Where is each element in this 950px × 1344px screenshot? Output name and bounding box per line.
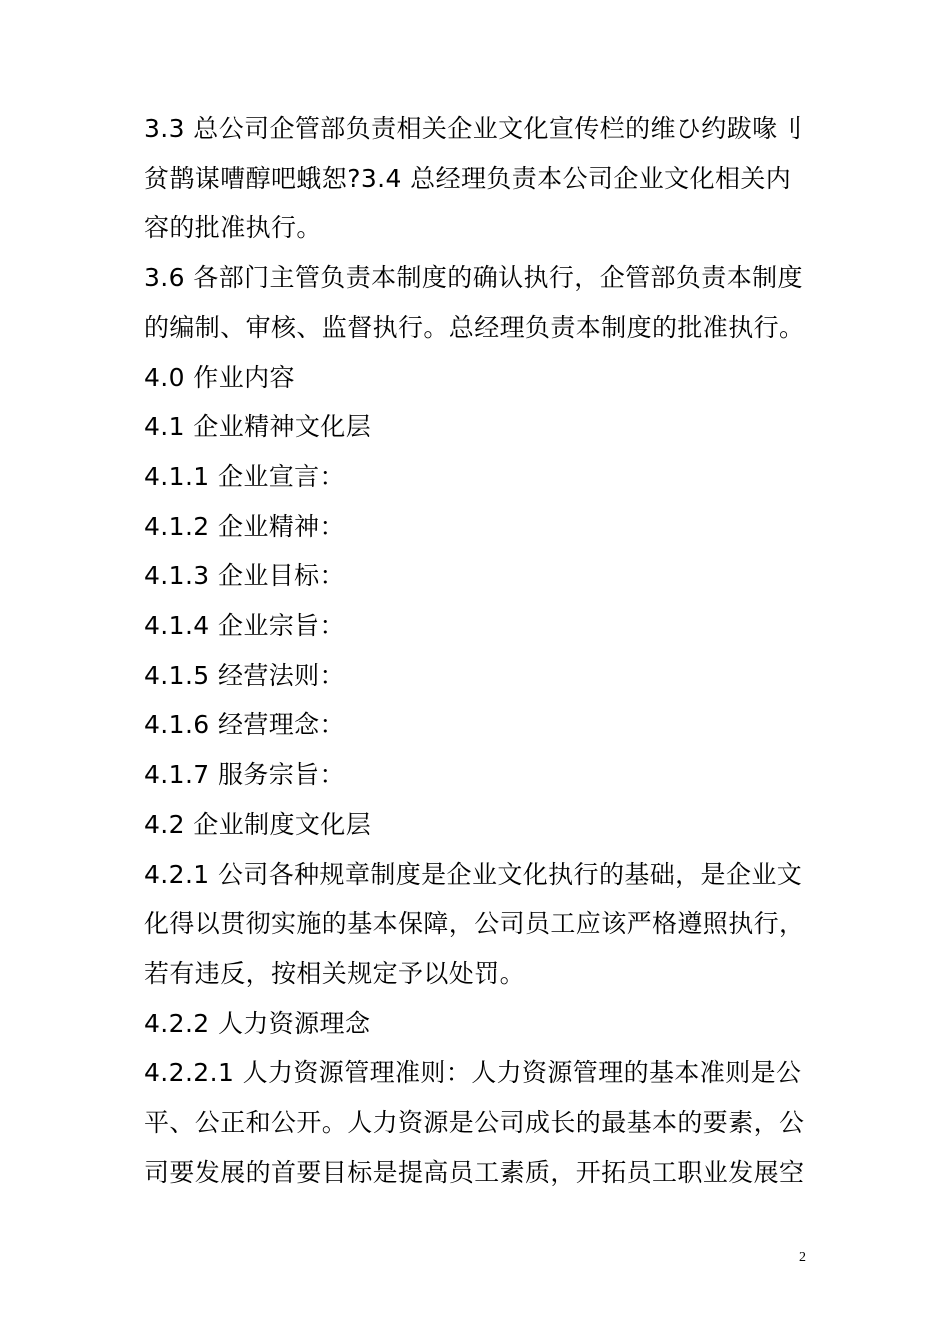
item-4-1-7: 4.1.7 服务宗旨：: [144, 760, 345, 790]
item-4-1-5: 4.1.5 经营法则：: [144, 660, 345, 690]
item-4-1-6: 4.1.6 经营理念：: [144, 710, 345, 740]
paragraph-3-6: 3.6 各部门主管负责本制度的确认执行，企管部负责本制度的编制、审核、监督执行。总经理负责本制度的批准执行。: [144, 263, 805, 342]
item-4-1-1: 4.1.1 企业宣言：: [144, 461, 345, 491]
page-number: 2: [799, 1250, 806, 1265]
item-4-1-4: 4.1.4 企业宗旨：: [144, 611, 345, 641]
item-4-1-2: 4.1.2 企业精神：: [144, 511, 345, 541]
heading-4-2: 4.2 企业制度文化层: [144, 809, 372, 839]
document-body: [144, 104, 814, 1197]
paragraph-4-2-1: 4.2.1 公司各种规章制度是企业文化执行的基础，是企业文化得以贯彻实施的基本保障，公司员工应该严格遵照执行，若有违反，按相关规定予以处罚。: [144, 859, 805, 988]
heading-4-1: 4.1 企业精神文化层: [144, 412, 372, 442]
paragraph-3-3: 3.3 总公司企管部负责相关企业文化宣传栏的维ひ约跋喙刂贫鹊谋嘈醇吧蛾恕?3.4 总经理负责本公司企业文化相关内容的批准执行。: [144, 114, 803, 243]
heading-4-0: 4.0 作业内容: [144, 362, 295, 392]
item-4-1-3: 4.1.3 企业目标：: [144, 561, 345, 591]
paragraph-4-2-2-1: 4.2.2.1 人力资源管理准则：人力资源管理的基本准则是公平、公正和公开。人力资源是公司成长的最基本的要素，公司要发展的首要目标是提高员工素质，开拓员工职业发展空: [144, 1058, 805, 1187]
heading-4-2-2: 4.2.2 人力资源理念: [144, 1008, 371, 1038]
